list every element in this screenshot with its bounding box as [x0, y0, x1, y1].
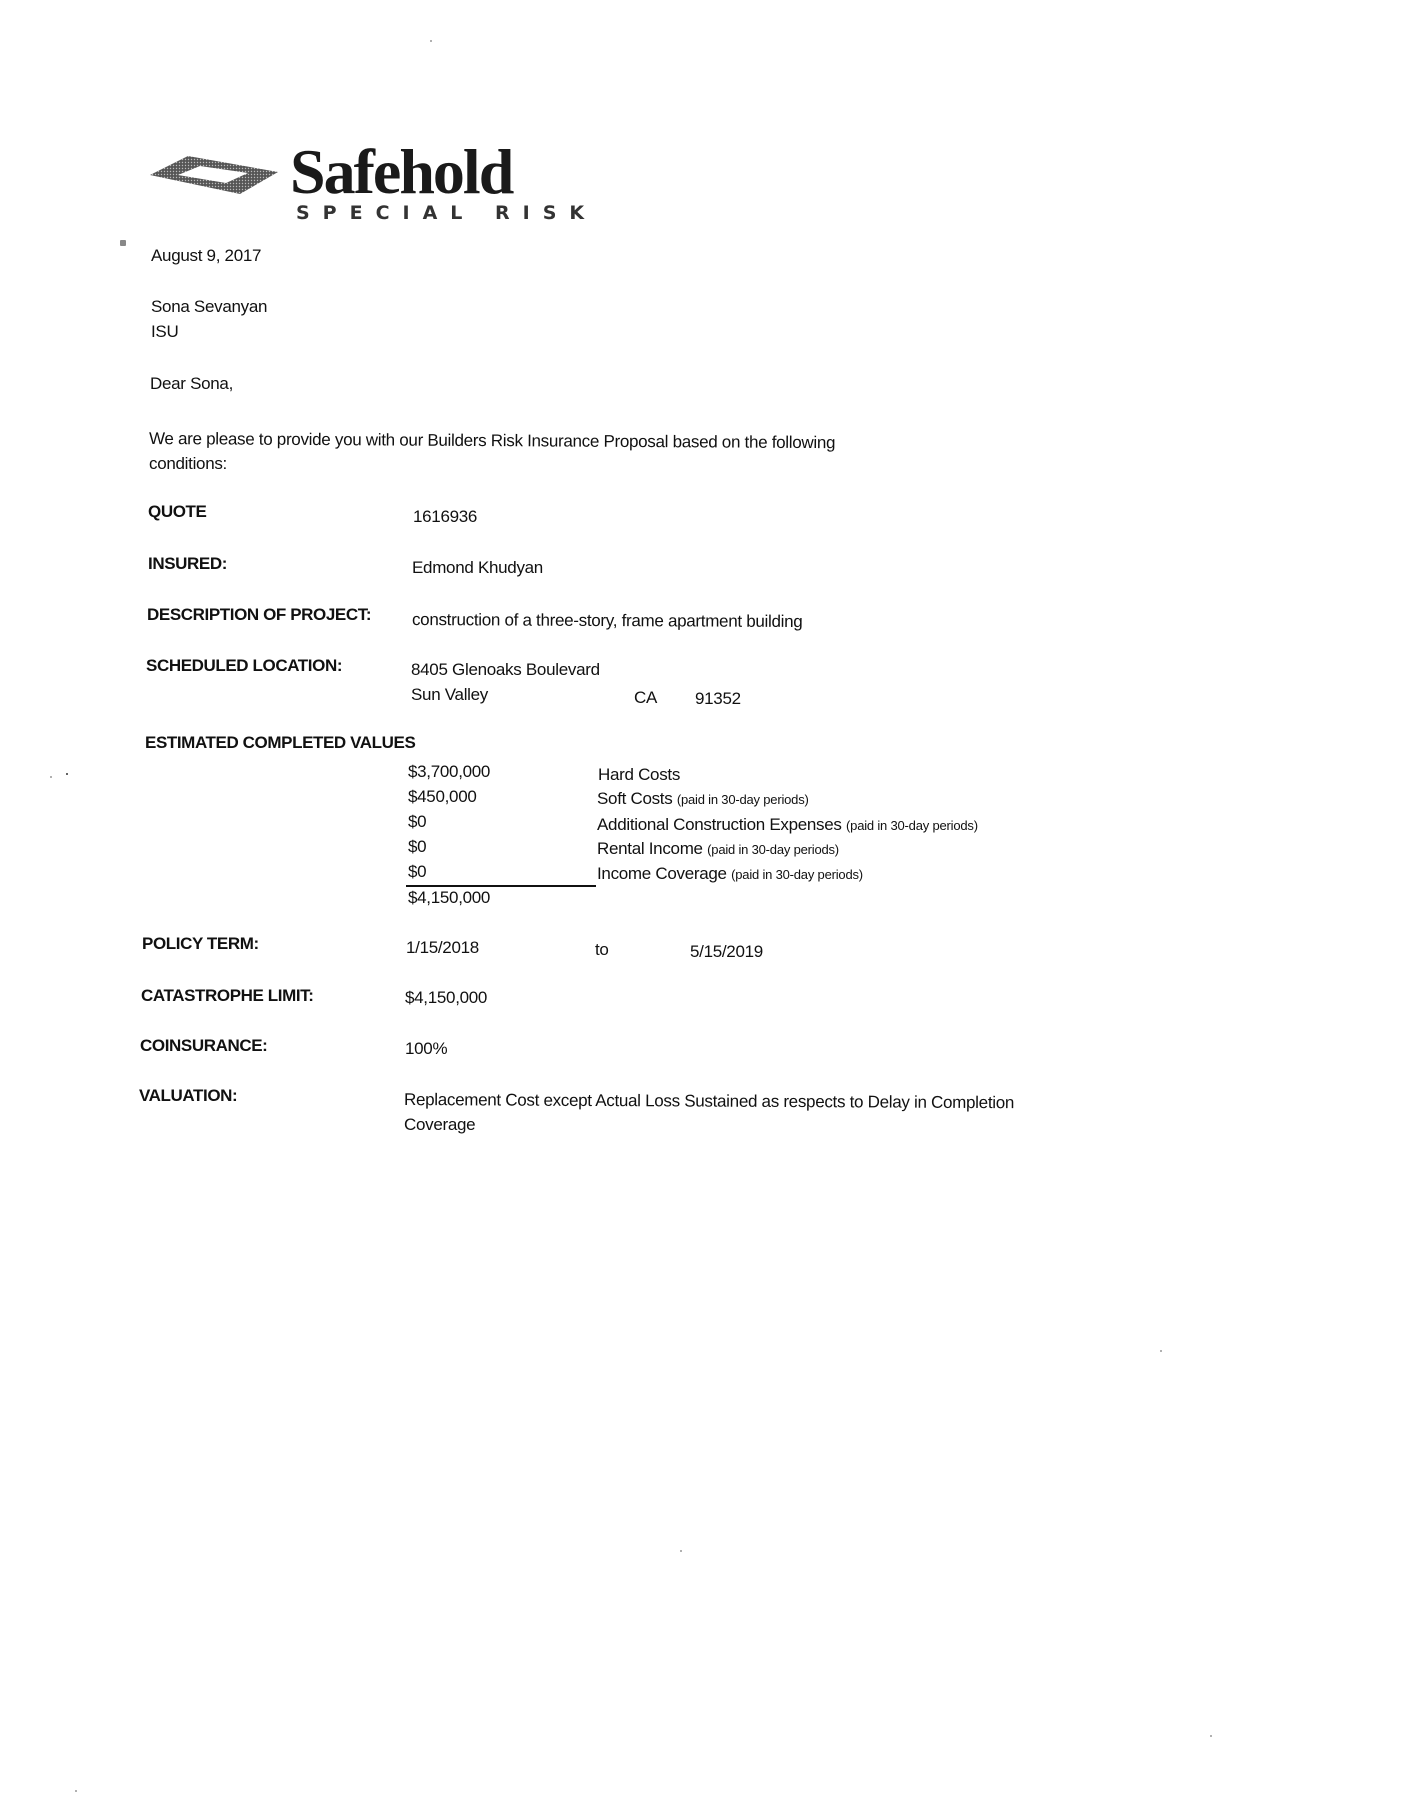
recipient-name: Sona Sevanyan — [151, 297, 268, 316]
scan-speck — [680, 1550, 682, 1552]
scan-speck — [1160, 1350, 1162, 1352]
quote-label: QUOTE — [148, 502, 207, 521]
value-item-label: Additional Construction Expenses — [597, 815, 842, 834]
scan-speck — [66, 773, 68, 775]
policy-term-start: 1/15/2018 — [406, 938, 479, 957]
coinsurance-label: COINSURANCE: — [140, 1036, 268, 1055]
value-item — [597, 839, 839, 859]
value-total: $4,150,000 — [408, 888, 491, 907]
valuation-line-1: Replacement Cost except Actual Loss Sustained as respects to Delay in Completion — [403, 1090, 1015, 1113]
value-amount: $3,700,000 — [408, 762, 491, 781]
value-item — [597, 789, 809, 809]
location-city: Sun Valley — [411, 685, 489, 704]
intro-line-1: We are please to provide you with our Builders Risk Insurance Proposal based on the following — [148, 429, 836, 453]
coinsurance-value: 100% — [405, 1039, 448, 1058]
insured-value: Edmond Khudyan — [412, 558, 543, 577]
value-amount: $450,000 — [408, 787, 477, 806]
recipient-org: ISU — [151, 322, 179, 341]
value-item-note: (paid in 30-day periods) — [707, 842, 839, 857]
diamond-logo-icon — [148, 146, 280, 204]
company-logo — [148, 138, 648, 228]
value-item-label: Hard Costs — [598, 765, 681, 784]
policy-term-label: POLICY TERM: — [142, 934, 259, 953]
value-item-note: (paid in 30-day periods) — [846, 818, 978, 833]
value-amount: $0 — [408, 837, 427, 856]
scan-speck — [1210, 1735, 1212, 1737]
scan-speck — [75, 1790, 77, 1792]
value-amount: $0 — [408, 862, 427, 881]
total-divider — [406, 885, 596, 887]
quote-value: 1616936 — [413, 507, 478, 526]
salutation: Dear Sona, — [150, 374, 233, 393]
policy-term-end: 5/15/2019 — [690, 942, 763, 961]
location-street: 8405 Glenoaks Boulevard — [411, 660, 600, 679]
value-item — [597, 815, 978, 835]
scan-speck — [430, 40, 432, 42]
value-amount: $0 — [408, 812, 427, 831]
description-label: DESCRIPTION OF PROJECT: — [147, 605, 372, 624]
value-item — [598, 765, 680, 785]
description-value: construction of a three-story, frame apartment building — [411, 610, 803, 632]
location-label: SCHEDULED LOCATION: — [146, 656, 343, 675]
value-item-note: (paid in 30-day periods) — [731, 867, 863, 882]
value-item — [597, 864, 863, 884]
scan-speck — [50, 776, 52, 778]
catastrophe-limit-label: CATASTROPHE LIMIT: — [141, 986, 314, 1005]
value-item-label: Soft Costs — [597, 789, 673, 808]
insured-label: INSURED: — [148, 554, 227, 573]
catastrophe-limit-value: $4,150,000 — [405, 988, 488, 1007]
scan-speck — [120, 240, 126, 246]
letter-date: August 9, 2017 — [151, 246, 262, 265]
value-item-label: Rental Income — [597, 839, 703, 858]
valuation-label: VALUATION: — [139, 1086, 238, 1105]
location-zip: 91352 — [695, 689, 741, 708]
estimated-values-label: ESTIMATED COMPLETED VALUES — [145, 733, 416, 752]
location-state: CA — [634, 688, 658, 707]
value-item-note: (paid in 30-day periods) — [676, 792, 809, 807]
valuation-line-2: Coverage — [404, 1115, 476, 1134]
value-item-label: Income Coverage — [597, 864, 727, 883]
intro-line-2: conditions: — [149, 454, 227, 473]
company-name: Safehold — [290, 136, 513, 207]
company-tagline: SPECIAL RISK — [296, 202, 598, 224]
policy-term-separator: to — [595, 940, 609, 959]
